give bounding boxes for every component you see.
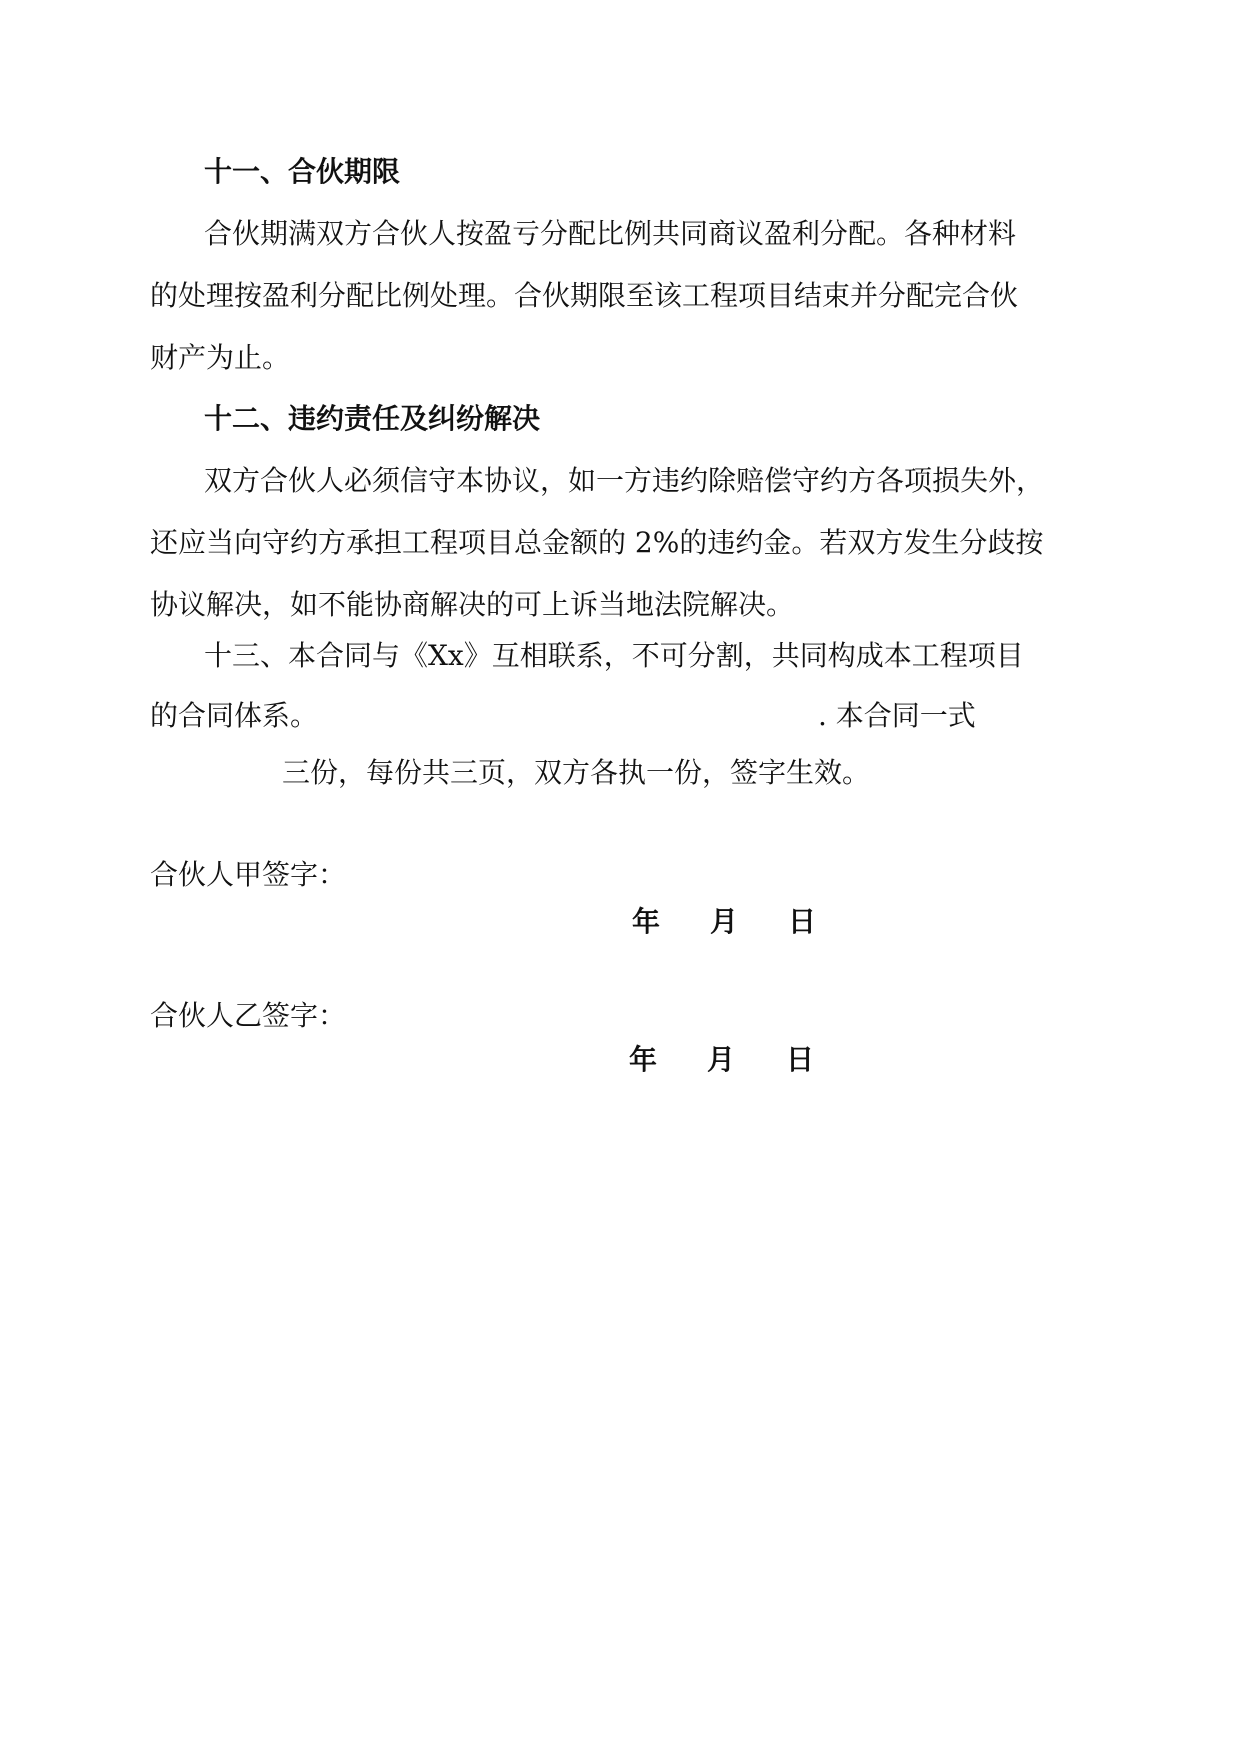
section-11-heading: 十一、合伙期限 bbox=[204, 155, 401, 188]
section-13-line-2-right: . 本合同一式 bbox=[818, 699, 976, 732]
section-11-line-2: 的处理按盈利分配比例处理。合伙期限至该工程项目结束并分配完合伙 bbox=[150, 279, 1019, 312]
section-13-line-3: 三份，每份共三页，双方各执一份，签字生效。 bbox=[282, 756, 871, 789]
section-11-line-1: 合伙期满双方合伙人按盈亏分配比例共同商议盈利分配。各种材料 bbox=[204, 217, 1017, 250]
party-a-signature-label: 合伙人甲签字： bbox=[150, 858, 347, 891]
section-12-line-1: 双方合伙人必须信守本协议，如一方违约除赔偿守约方各项损失外， bbox=[204, 464, 1045, 497]
party-a-date-year: 年 bbox=[632, 905, 661, 938]
party-b-date-year: 年 bbox=[629, 1043, 658, 1076]
section-12-line-2: 还应当向守约方承担工程项目总金额的 2%的违约金。若双方发生分歧按 bbox=[150, 526, 1044, 559]
section-11-line-3: 财产为止。 bbox=[150, 341, 291, 374]
party-a-date-day: 日 bbox=[788, 905, 817, 938]
party-a-date-month: 月 bbox=[710, 905, 739, 938]
section-12-line-3: 协议解决，如不能协商解决的可上诉当地法院解决。 bbox=[150, 588, 795, 621]
section-13-line-2-left: 的合同体系。 bbox=[150, 699, 319, 732]
section-12-heading: 十二、违约责任及纠纷解决 bbox=[204, 402, 541, 435]
party-b-date-day: 日 bbox=[786, 1043, 815, 1076]
section-13-line-1: 十三、本合同与《Xx》互相联系，不可分割，共同构成本工程项目 bbox=[204, 639, 1024, 672]
party-b-signature-label: 合伙人乙签字： bbox=[150, 999, 347, 1032]
party-b-date-month: 月 bbox=[707, 1043, 736, 1076]
